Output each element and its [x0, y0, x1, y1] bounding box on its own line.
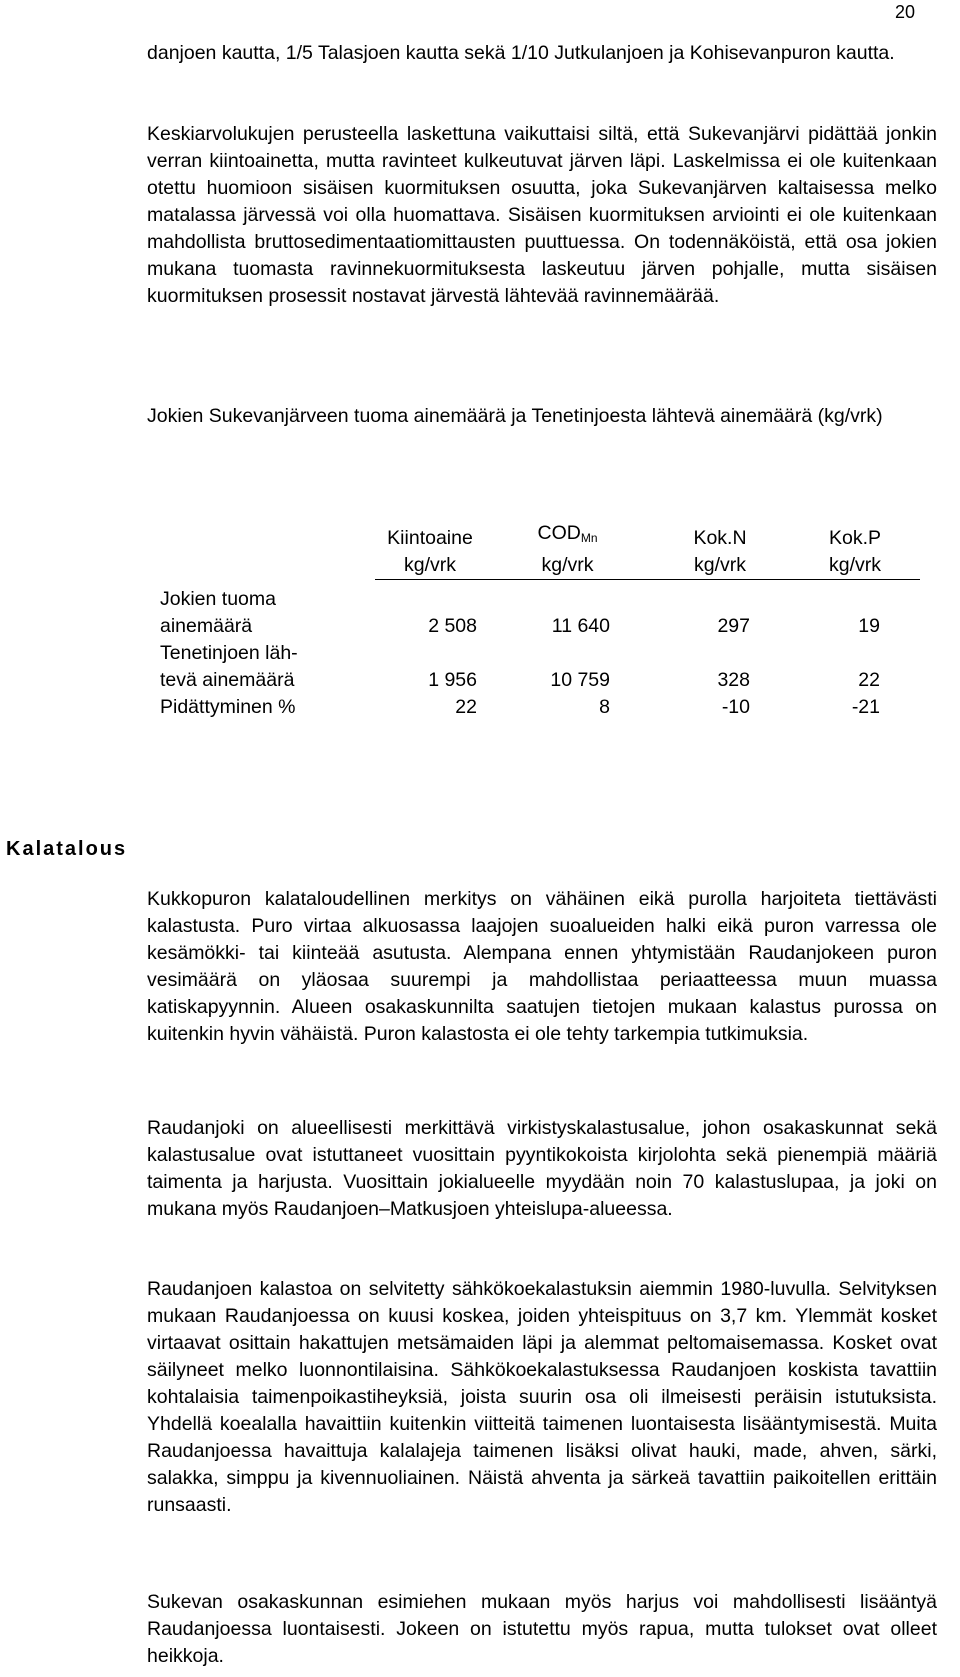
table-unit-row [160, 552, 920, 580]
cell-kiintoaine: 1 956 [428, 668, 477, 691]
header-kok-n: Kok.N [693, 527, 747, 549]
table-header-row [160, 520, 920, 552]
table-row [160, 694, 920, 721]
paragraph-kukkopuro: Kukkopuron kalataloudellinen merkitys on vähäinen eikä purolla harjoiteta tiettävästi kalastusta. Puro virtaa alkuosassa laajojen suoalueiden halki eikä puron varressa ole kesämökki- tai kiinteää asutusta. Alempana ennen yhtymistään Raudanjokeen puron vesimäärä on yläosaa suurempi ja mahdollistaa periaatteessa muun muassa katiskapyynnin. Alueen osakaskunnilta saatujen tietojen mukaan kalastus purossa on kuitenkin hyvin vähäistä. Puron kalastosta ei ole tehty tarkempia tutkimuksia. [147, 888, 937, 1045]
unit-kok-p: kg/vrk [790, 552, 920, 580]
page-number: 20 [895, 2, 916, 22]
cell-kok-n: 328 [717, 668, 750, 691]
cell-kok-n: 297 [717, 614, 750, 637]
cell-kok-p: 22 [858, 668, 880, 691]
header-kiintoaine: Kiintoaine [387, 527, 473, 549]
unit-kok-n: kg/vrk [650, 552, 790, 580]
cell-kok-n: -10 [721, 695, 750, 718]
unit-cod: kg/vrk [485, 552, 650, 580]
material-load-table [160, 520, 920, 721]
cell-cod: 8 [599, 695, 610, 718]
row-label: Jokien tuoma ainemäärä [160, 587, 276, 637]
table-caption: Jokien Sukevanjärveen tuoma ainemäärä ja Tenetinjoesta lähtevä ainemäärä (kg/vrk) [147, 405, 883, 427]
table-row [160, 580, 920, 640]
row-label: Tenetinjoen läh- tevä ainemäärä [160, 641, 298, 691]
paragraph-retention-analysis: Keskiarvolukujen perusteella laskettuna vaikuttaisi siltä, että Sukevanjärvi pidättää jonkin verran kiintoainetta, mutta ravinteet kulkeutuvat järven läpi. Laskelmissa ei ole kuitenkaan otettu huomioon sisäisen kuormituksen osuutta, joka Sukevanjärven kaltaisessa melko matalassa järvessä voi olla huomattava. Sisäisen kuormituksen arviointi ei ole kuitenkaan mahdollista bruttosedimentaatiomittausten puuttuessa. On todennäköistä, että osa jokien mukana tuomasta ravinnekuormituksesta laskeutuu järven pohjalle, mutta sisäisen kuormituksen prosessit nostavat järvestä lähtevää ravinnemäärää. [147, 123, 937, 307]
cell-kok-p: 19 [858, 614, 880, 637]
paragraph-raudanjoki-fishing: Raudanjoki on alueellisesti merkittävä virkistyskalastusalue, johon osakaskunnat sekä kalastusalue ovat istuttaneet vuosittain pyyntikokoista kirjolohta sekä pienempiä määriä taimenta ja harjusta. Vuosittain jokialueelle myydään noin 70 kalastuslupaa, ja joki on mukana myös Raudanjoen–Matkusjoen yhteislupa-alueessa. [147, 1117, 937, 1220]
cell-kiintoaine: 22 [455, 695, 477, 718]
cell-cod: 10 759 [550, 668, 610, 691]
unit-kiintoaine: kg/vrk [375, 552, 485, 580]
paragraph-flow-distribution: danjoen kautta, 1/5 Talasjoen kautta sekä 1/10 Jutkulanjoen ja Kohisevanpuron kautta. [147, 42, 895, 64]
header-kok-p: Kok.P [828, 527, 882, 549]
table-row [160, 640, 920, 694]
cell-cod: 11 640 [551, 614, 610, 637]
cell-kok-p: -21 [851, 695, 880, 718]
section-heading: Kalatalous [6, 838, 128, 860]
header-cod: $COD_{Mn}$ [537, 522, 598, 545]
paragraph-electrofishing: Raudanjoen kalastoa on selvitetty sähkökoekalastuksin aiemmin 1980-luvulla. Selvityksen mukaan Raudanjoessa on kuusi koskea, joiden yhteispituus on 3,7 km. Ylemmät kosket virtaavat osittain hakattujen metsämaiden läpi ja alemmat peltomaisemassa. Kosket ovat säilyneet melko luonnontilaisina. Sähkökoekalastuksessa Raudanjoen koskista tavattiin kohtalaisia taimenpoikastiheyksiä, joista suurin osa oli ilmeisesti peräisin istutuksista. Yhdellä koealalla havaittiin kuitenkin viitteitä taimenen luontaisesta lisääntymisestä. Muita Raudanjoessa havaittuja kalalajeja taimenen lisäksi olivat hauki, made, ahven, särki, salakka, simppu ja kivennuoliainen. Näistä ahventa ja särkeä tavattiin paikoitellen erittäin runsaasti. [147, 1278, 937, 1516]
cell-kiintoaine: 2 508 [428, 614, 477, 637]
header-cod-subscript: Mn [580, 531, 598, 545]
paragraph-sukeva-shareholders: Sukevan osakaskunnan esimiehen mukaan myös harjus voi mahdollisesti lisääntyä Raudanjoessa luontaisesti. Jokeen on istutettu myös rapua, mutta tulokset ovat olleet heikkoja. [147, 1591, 937, 1667]
row-label: Pidättyminen % [160, 695, 296, 718]
